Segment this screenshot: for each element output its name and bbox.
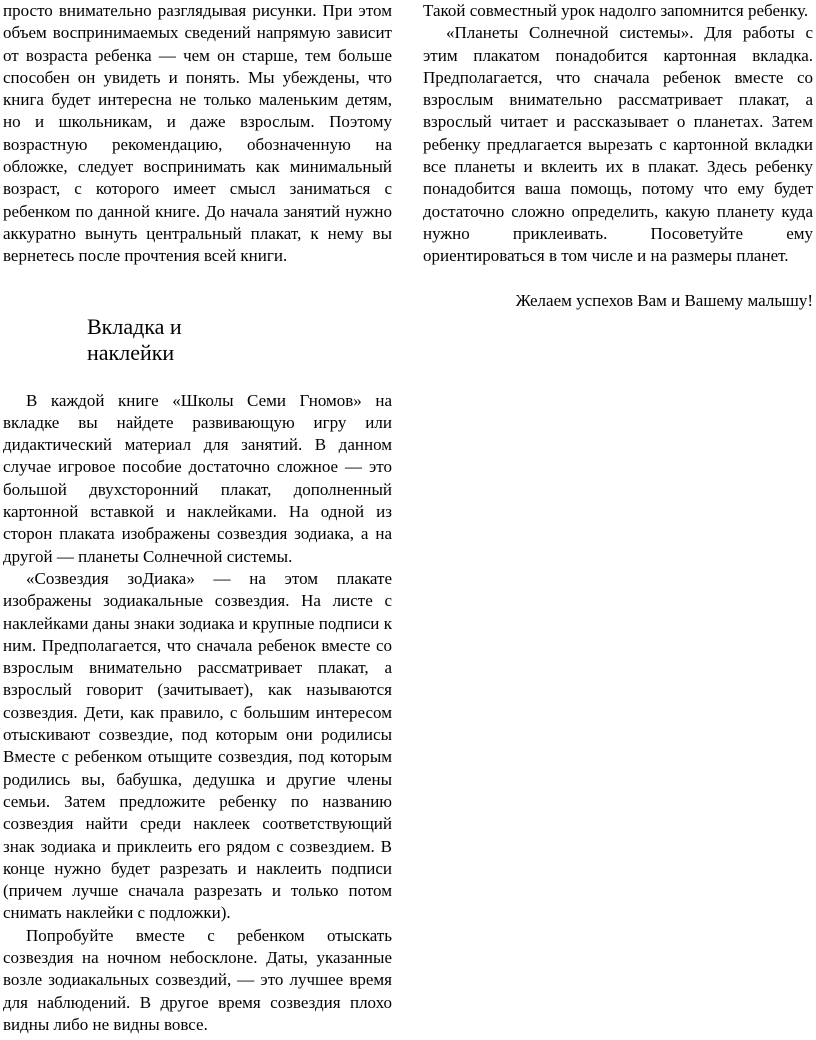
- paragraph: Такой совместный урок надолго запомнится ребенку.: [423, 1, 809, 20]
- section-heading-line: наклейки: [87, 339, 175, 365]
- section-heading-line: Вкладка и: [87, 313, 182, 339]
- closing-wish: Желаем успехов Вам и Вашему малышу!: [515, 290, 813, 310]
- paragraph: В каждой книге «Школы Семи Гномов» на вкладке вы найдете развивающую игру или дидактический материал для занятий. В данном случае игровое пособие достаточно сложное — это большой двухсторонний плакат, дополненный картонной вставкой и наклейками. На одной из сторон плаката изображены созвездия зодиака, а на другой — планеты Солнечной системы.: [3, 390, 392, 566]
- paragraph: «Созвездия зоДиака» — на этом плакате изображены зодиакальные созвездия. На листе с наклейками даны знаки зодиака и крупные подписи к ним. Предполагается, что сначала ребенок вместе со взрослым внимательно рассматривает плакат, а взрослый говорит (зачитывает), как называются созвездия. Дети, как правило, с большим интересом отыскивают созвездие, под которым они родилисы Вместе с ребенком отыщите созвездия, под которым родились вы, бабушка, дедушка и другие члены семьи. Затем предложите ребенку по названию созвездия найти среди наклеек соответствующий знак зодиака и приклеить его рядом с созвездием. В конце нужно будет разрезать и наклеить подписи (причем лучше сначала разрезать и только потом снимать наклейки с подложки).: [3, 568, 392, 923]
- left-column: [3, 0, 392, 1036]
- section-heading: [87, 314, 392, 366]
- paragraph: «Планеты Солнечной системы». Для работы с этим плакатом понадобится картонная вкладка. Предполагается, что сначала ребенок вместе со взрослым внимательно рассматривает плакат, а взрослый читает и рассказывает о планетах. Затем ребенку предлагается вырезать с картонной вкладки все планеты и вклеить их в плакат. Здесь ребенку понадобится ваша помощь, потому что ему будет достаточно сложно определить, какую планету куда нужно приклеивать. Посоветуйте ему ориентироваться в том числе и на размеры планет.: [423, 23, 813, 266]
- right-column: [423, 0, 813, 312]
- paragraph: просто внимательно разглядывая рисунки. При этом объем воспринимаемых сведений напрямую зависит от возраста ребенка — чем он старше, тем больше способен он увидеть и понять. Мы убеждены, что книга будет интересна не только маленьким детям, но и школьникам, и даже взрослым. Поэтому возрастную рекомендацию, обозначенную на обложке, следует воспринимать как минимальный возраст, с которого имеет смысл заниматься с ребенком по данной книге. До начала занятий нужно аккуратно вынуть центральный плакат, к нему вы вернетесь после прочтения всей книги.: [3, 1, 392, 266]
- paragraph: Попробуйте вместе с ребенком отыскать созвездия на ночном небосклоне. Даты, указанные возле зодиакальных созвездий, — это лучшее время для наблюдений. В другое время созвездия плохо видны либо не видны вовсе.: [3, 925, 392, 1034]
